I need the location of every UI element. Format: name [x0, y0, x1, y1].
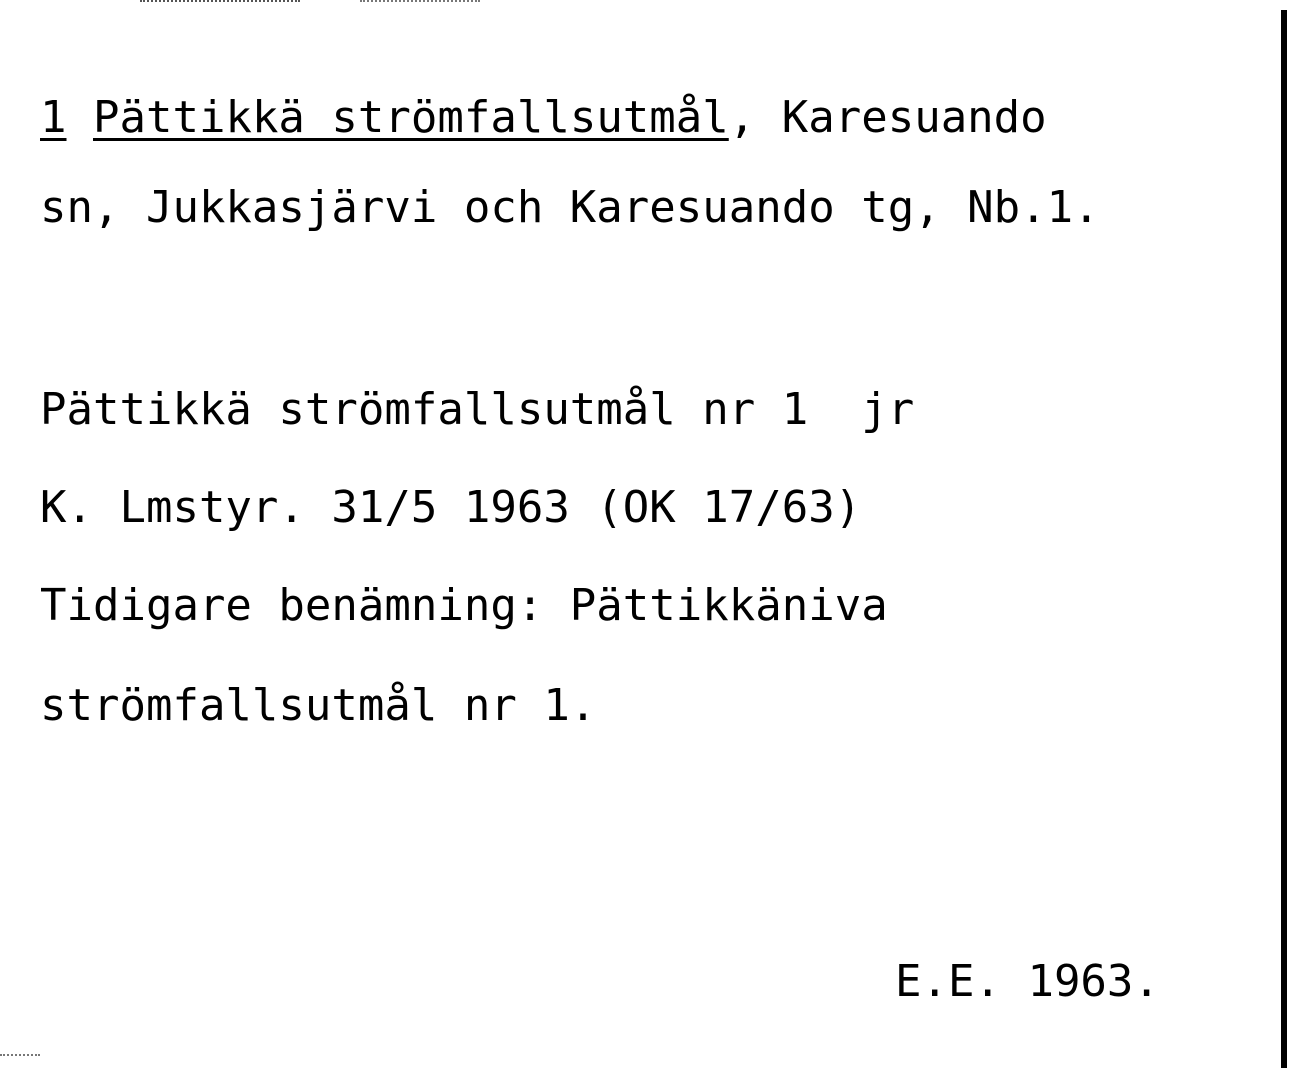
card-right-edge: [1281, 10, 1287, 1068]
scan-edge-top: [140, 0, 300, 4]
card-line-former-name: Tidigare benämning: Pättikkäniva: [40, 580, 888, 631]
heading-name: Pättikkä strömfallsutmål: [93, 92, 729, 143]
scan-edge-bottom: [0, 1054, 40, 1058]
heading-rest: , Karesuando: [728, 92, 1047, 143]
card-heading: [40, 92, 1047, 143]
heading-number: 1: [40, 92, 67, 143]
scan-edge-top-2: [360, 0, 480, 4]
card-line-location: sn, Jukkasjärvi och Karesuando tg, Nb.1.: [40, 182, 1100, 233]
card-line-former-name-cont: strömfallsutmål nr 1.: [40, 680, 597, 731]
card-line-name: Pättikkä strömfallsutmål nr 1 jr: [40, 384, 915, 435]
card-line-decision: K. Lmstyr. 31/5 1963 (OK 17/63): [40, 482, 862, 533]
card-signature: E.E. 1963.: [895, 956, 1160, 1007]
